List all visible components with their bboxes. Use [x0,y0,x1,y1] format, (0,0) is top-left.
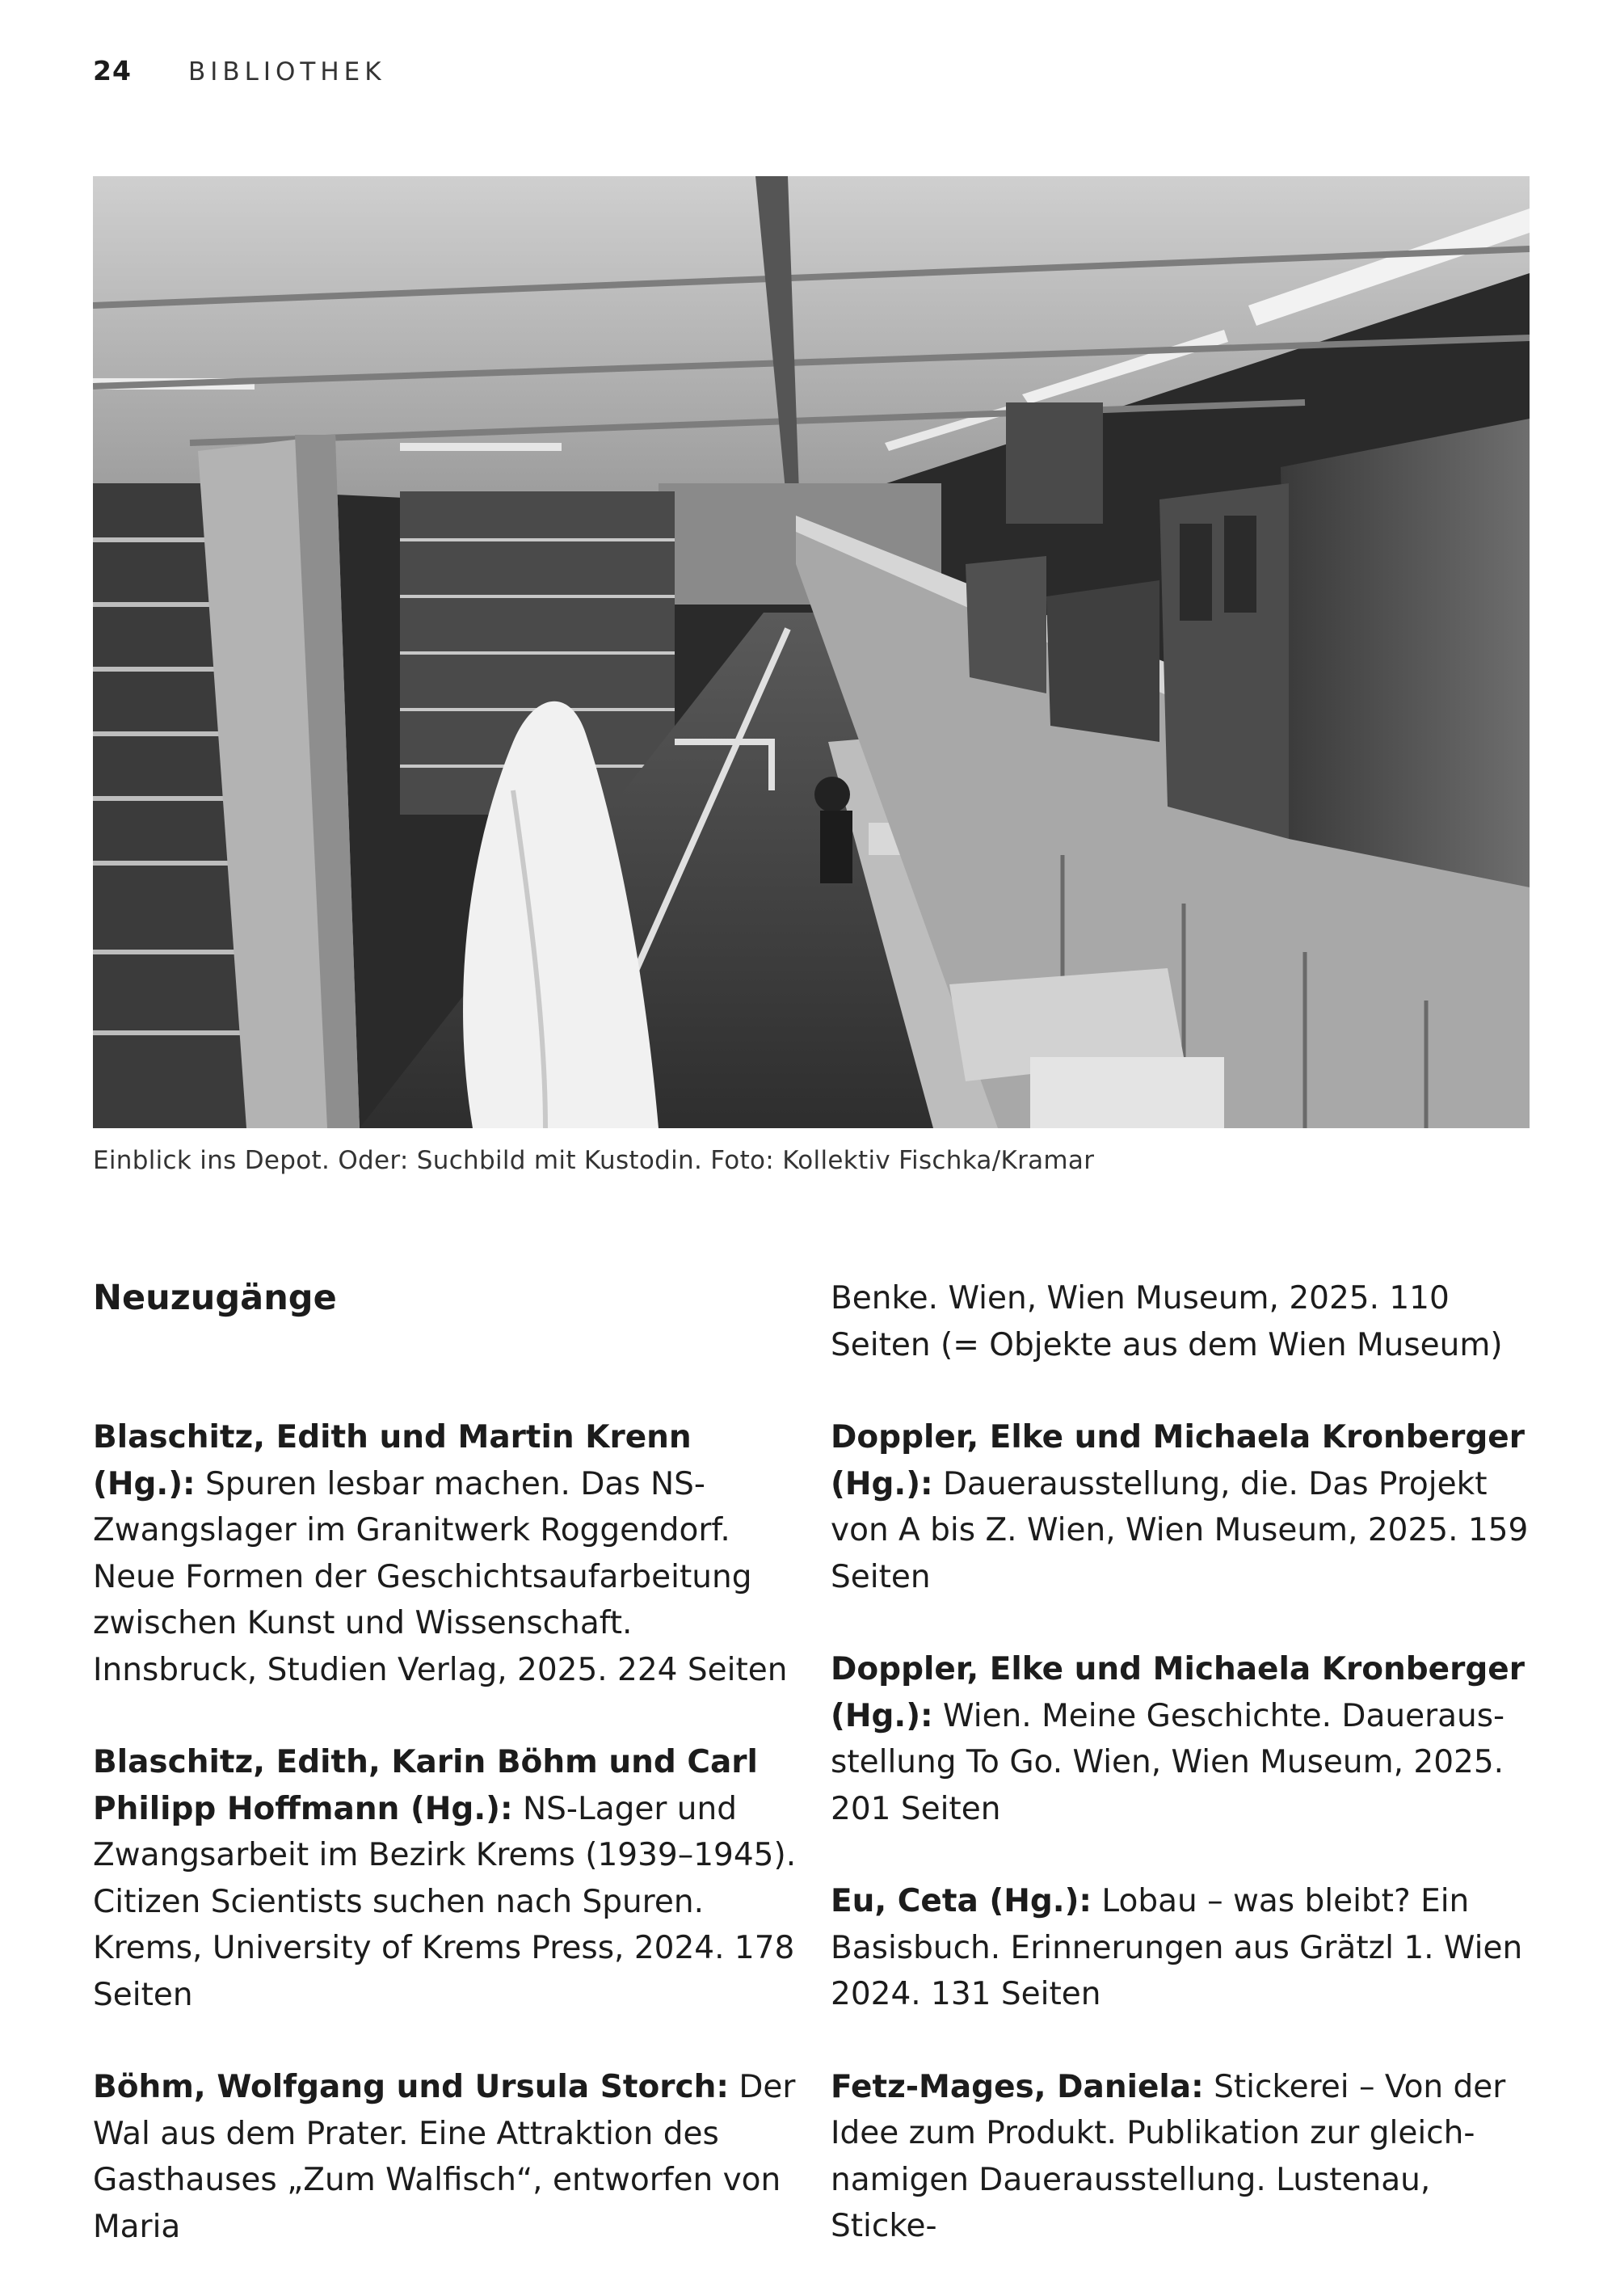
book-entry [831,2064,1542,2250]
entry-authors: Eu, Ceta (Hg.): [831,1883,1092,1919]
page-header [93,55,386,86]
book-entry [93,1739,804,2018]
entry-text: Stickerei – Von der Idee zum Produkt. Publikation zur gleichnamigen Dauerausstellung. Lustenau, Sticke- [831,2068,1506,2244]
section-heading: Neuzugänge [93,1278,337,1318]
entry-text: Wien. Meine Geschichte. Dauerausstellung To Go. Wien, Wien Museum, 2025. 201 Seiten [831,1697,1505,1827]
entry-authors: Fetz-Mages, Daniela: [831,2068,1204,2105]
entry-text: Spuren lesbar machen. Das NS-Zwangslager im Granitwerk Roggendorf. Neue Formen der Geschichtsaufarbeitung zwischen Kunst und Wissenschaft. Innsbruck, Studien Verlag, 2025. 224 Seiten [93,1465,788,1688]
entry-authors: Doppler, Elke und Michaela Kronberger (Hg.): [831,1419,1525,1502]
depot-photo-illustration [93,176,1530,1128]
entry-authors: Blaschitz, Edith, Karin Böhm und Carl Philipp Hoffmann (Hg.): [93,1744,758,1827]
left-column [93,1275,804,2296]
book-entry [831,1646,1542,1832]
entry-authors: Doppler, Elke und Michaela Kronberger (Hg.): [831,1651,1525,1734]
photo-caption: Einblick ins Depot. Oder: Suchbild mit Kustodin. Foto: Kollektiv Fischka/Kramar [93,1146,1095,1175]
entry-authors: Blaschitz, Edith und Martin Krenn (Hg.): [93,1419,692,1502]
entry-authors: Böhm, Wolfgang und Ursula Storch: [93,2069,729,2105]
book-entry [93,1414,804,1693]
entry-text: NS-Lager und Zwangsarbeit im Bezirk Krems (1939–1945). Citizen Scientists suchen nach Spuren. Krems, University of Krems Press, 2024. 178 Seiten [93,1790,797,2013]
right-column [831,1275,1542,2296]
page-number: 24 [93,55,132,86]
book-entry [831,1414,1542,1600]
entry-text: Der Wal aus dem Prater. Eine Attraktion des Gasthauses „Zum Walfisch“, entworfen von Maria [93,2069,796,2245]
entry-continuation: Benke. Wien, Wien Museum, 2025. 110 Seiten (= Objekte aus dem Wien Museum) [831,1280,1503,1363]
book-entry [93,2064,804,2250]
section-title: BIBLIOTHEK [187,57,386,86]
depot-photo [93,176,1530,1128]
book-entry [831,1878,1542,2018]
entry-text: Dauerausstellung, die. Das Projekt von A bis Z. Wien, Wien Museum, 2025. 159 Seiten [831,1465,1529,1595]
entry-text: Lobau – was bleibt? Ein Basisbuch. Erinnerungen aus Grätzl 1. Wien 2024. 131 Seiten [831,1883,1523,2012]
